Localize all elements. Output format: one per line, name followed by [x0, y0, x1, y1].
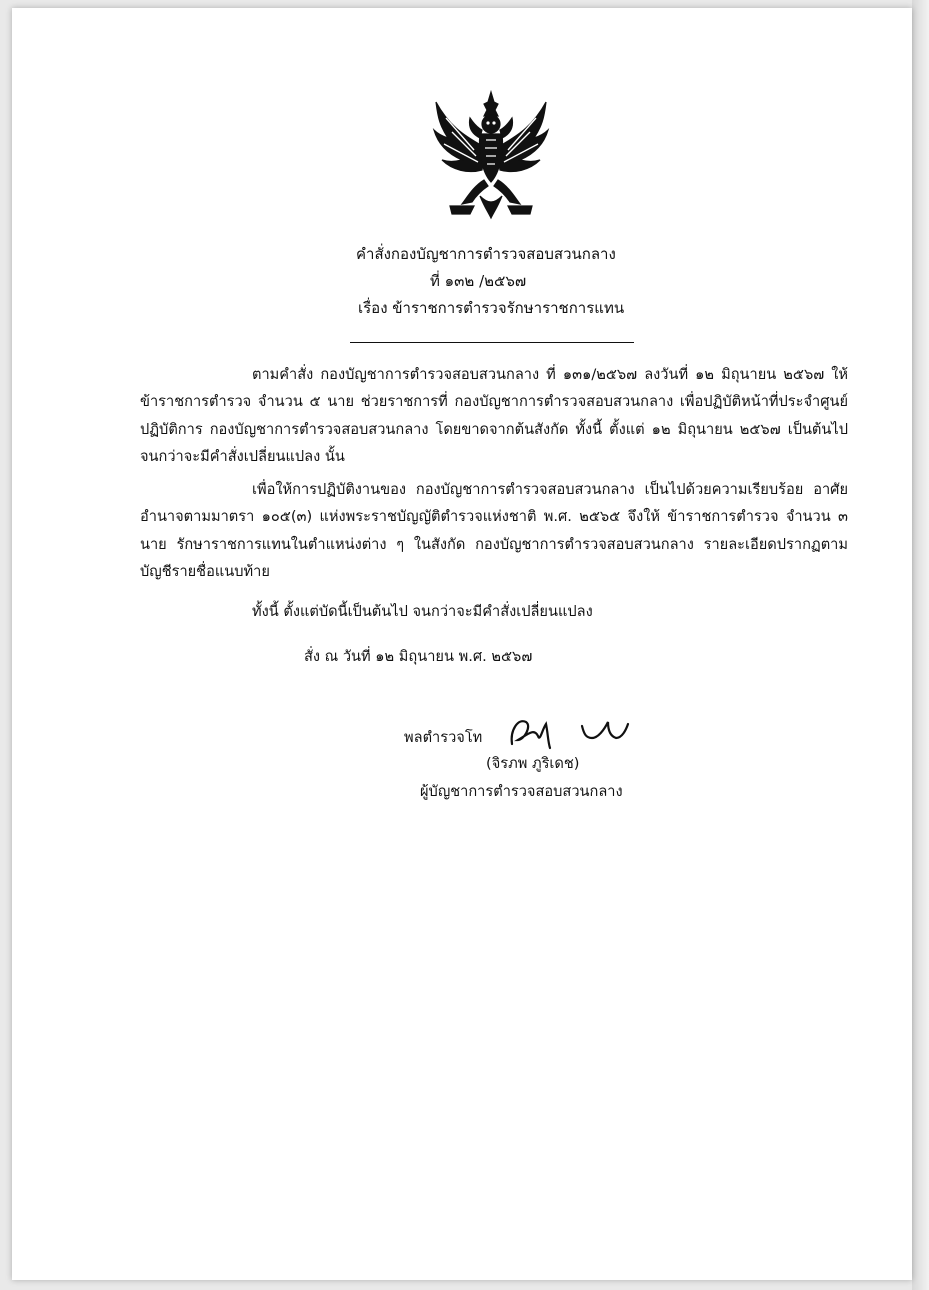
- order-number: ที่ ๑๓๒ /๒๕๖๗: [430, 272, 527, 290]
- order-issuer: คำสั่งกองบัญชาการตำรวจสอบสวนกลาง: [356, 245, 616, 263]
- signatory-name: (จิรภพ ภูริเดช): [486, 755, 580, 772]
- order-date: สั่ง ณ วันที่ ๑๒ มิถุนายน พ.ศ. ๒๕๖๗: [304, 648, 533, 665]
- order-subject: เรื่อง ข้าราชการตำรวจรักษาราชการแทน: [358, 299, 625, 317]
- body-paragraph-2: เพื่อให้การปฏิบัติงานของ กองบัญชาการตำรวจสอบสวนกลาง เป็นไปด้วยความเรียบร้อย อาศัยอำนาจตามมาตรา ๑๐๕(๓) แห่งพระราชบัญญัติตำรวจแห่งชาติ พ.ศ. ๒๕๖๕ จึงให้ ข้าราชการตำรวจ จำนวน ๓ นาย รักษาราชการแทนในตำแหน่งต่าง ๆ ในสังกัด กองบัญชาการตำรวจสอบสวนกลาง รายละเอียดปรากฏตามบัญชีรายชื่อแนบท้าย: [140, 481, 848, 581]
- header-divider: [350, 342, 634, 343]
- signatory-title: ผู้บัญชาการตำรวจสอบสวนกลาง: [420, 783, 623, 800]
- signatory-rank: พลตำรวจโท: [404, 729, 483, 746]
- body-paragraph-1: ตามคำสั่ง กองบัญชาการตำรวจสอบสวนกลาง ที่ ๑๓๑/๒๕๖๗ ลงวันที่ ๑๒ มิถุนายน ๒๕๖๗ ให้ข้าราชการตำรวจ จำนวน ๕ นาย ช่วยราชการที่ กองบัญชาการตำรวจสอบสวนกลาง เพื่อปฏิบัติหน้าที่ประจำศูนย์ปฏิบัติการ กองบัญชาการตำรวจสอบสวนกลาง โดยขาดจากต้นสังกัด ทั้งนี้ ตั้งแต่ ๑๒ มิถุนายน ๒๕๖๗ เป็นต้นไป จนกว่าจะมีคำสั่งเปลี่ยนแปลง นั้น: [140, 366, 848, 466]
- garuda-emblem-icon: [428, 88, 554, 224]
- document-page: [12, 8, 912, 1280]
- page-edge-shadow: [912, 0, 929, 1290]
- body-paragraph-3: ทั้งนี้ ตั้งแต่บัดนี้เป็นต้นไป จนกว่าจะมีคำสั่งเปลี่ยนแปลง: [252, 603, 593, 620]
